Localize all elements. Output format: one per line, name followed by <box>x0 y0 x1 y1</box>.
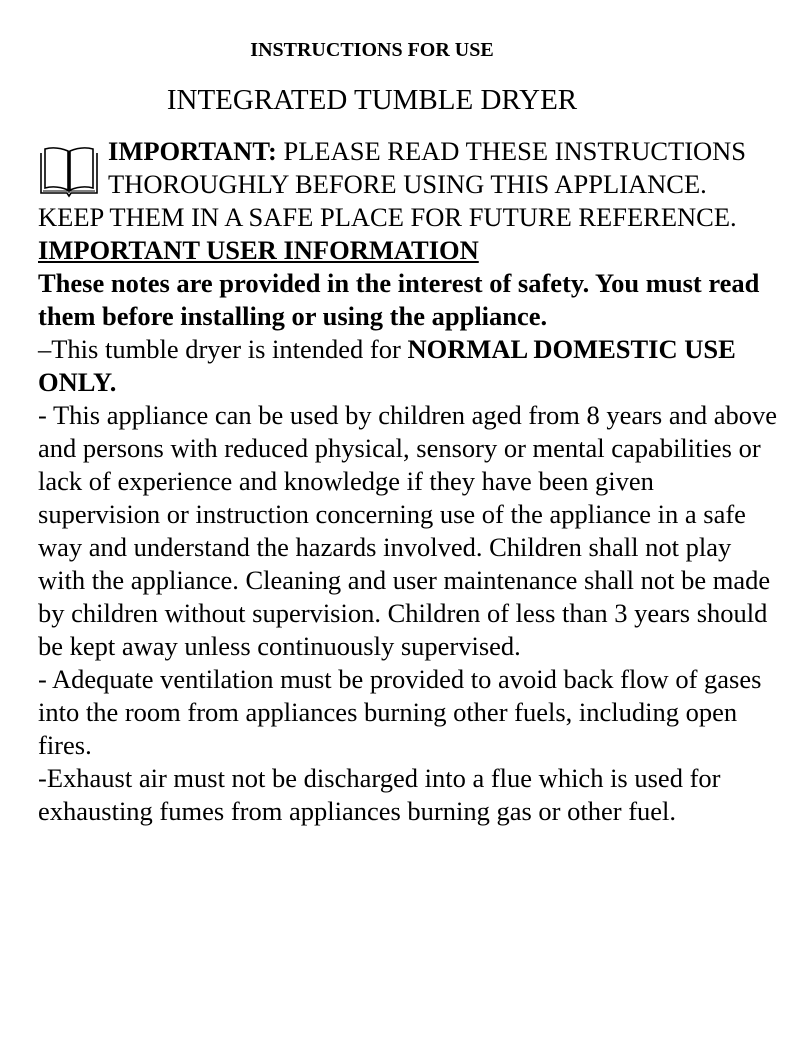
domestic-use-prefix: –This tumble dryer is intended for <box>38 334 408 364</box>
user-info-heading-text: IMPORTANT USER INFORMATION <box>38 235 479 265</box>
domestic-use-note <box>38 333 778 399</box>
document-body <box>38 135 778 828</box>
children-note: - This appliance can be used by children aged from 8 years and above and persons with reduced physical, sensory or mental capabilities or lack of experience and knowledge if they have been given supervision or instruction concerning use of the appliance in a safe way and understand the hazards involved. Children shall not play with the appliance. Cleaning and user maintenance shall not be made by children without supervision. Children of less than 3 years should be kept away unless continuously supervised. <box>38 400 778 661</box>
book-icon <box>38 141 100 201</box>
domestic-use-bold: NORMAL DOMESTIC USE ONLY. <box>38 334 736 397</box>
ventilation-note: - Adequate ventilation must be provided to avoid back flow of gases into the room from appliances burning other fuels, including open fires. <box>38 664 762 760</box>
page-title: INTEGRATED TUMBLE DRYER <box>166 84 578 116</box>
safety-intro: These notes are provided in the interest of safety. You must read them before installing or using the appliance. <box>38 268 760 331</box>
important-label: IMPORTANT: <box>108 136 277 166</box>
important-notice <box>38 135 778 234</box>
exhaust-note: -Exhaust air must not be discharged into a flue which is used for exhausting fumes from appliances burning gas or other fuel. <box>38 763 721 826</box>
user-info-heading <box>38 234 778 267</box>
important-text: PLEASE READ THESE INSTRUCTIONS THOROUGHLY BEFORE USING THIS APPLIANCE. KEEP THEM IN A SAFE PLACE FOR FUTURE REFERENCE. <box>38 136 747 232</box>
doc-type-heading: INSTRUCTIONS FOR USE <box>250 39 494 61</box>
